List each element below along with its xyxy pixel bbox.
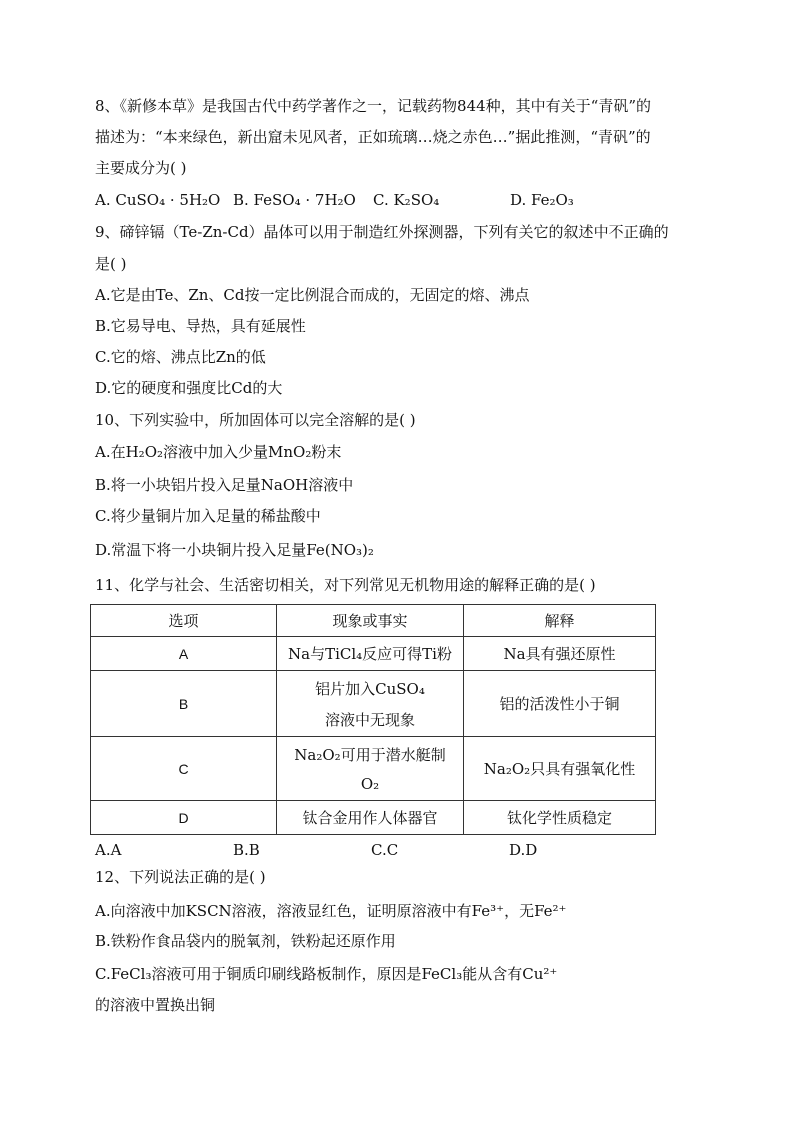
- table-cell-option: C: [91, 737, 277, 801]
- table-cell-explanation: 铝的活泼性小于铜: [464, 671, 656, 737]
- q12-option-b: B.铁粉作食品袋内的脱氧剂，铁粉起还原作用: [95, 932, 396, 950]
- table-cell-fact: 钛合金用作人体器官: [277, 801, 464, 835]
- table-cell-fact-line1: Na₂O₂可用于潜水艇制: [294, 746, 446, 764]
- table-row: [91, 737, 656, 801]
- table-cell-option: A: [91, 637, 277, 671]
- q12-option-a: A.向溶液中加KSCN溶液，溶液显红色，证明原溶液中有Fe³⁺，无Fe²⁺: [95, 902, 567, 920]
- table-row: [91, 637, 656, 671]
- q9-option-b: B.它易导电、导热，具有延展性: [95, 317, 306, 335]
- q11-stem: 11、化学与社会、生活密切相关，对下列常见无机物用途的解释正确的是( ): [95, 576, 596, 594]
- q12-stem: 12、下列说法正确的是( ): [95, 868, 266, 886]
- table-header-row: [91, 605, 656, 637]
- table-cell-fact: Na与TiCl₄反应可得Ti粉: [277, 637, 464, 671]
- table-cell-fact-line1: 铝片加入CuSO₄: [315, 679, 425, 698]
- table-cell-explanation: Na₂O₂只具有强氧化性: [464, 737, 656, 801]
- q9-option-d: D.它的硬度和强度比Cd的大: [95, 379, 283, 397]
- table-cell-fact-line2: O₂: [360, 775, 380, 793]
- q9-option-a: A.它是由Te、Zn、Cd按一定比例混合而成的，无固定的熔、沸点: [95, 286, 530, 304]
- table-header-fact: 现象或事实: [277, 605, 464, 637]
- q10-option-b: B.将一小块铝片投入足量NaOH溶液中: [95, 476, 354, 494]
- q9-stem-line2: 是( ): [95, 255, 127, 273]
- q8-option-d: D. Fe₂O₃: [510, 191, 574, 209]
- q8-option-c: C. K₂SO₄: [373, 191, 440, 209]
- table-cell-fact: [277, 671, 464, 737]
- q8-stem-line1: 8、《新修本草》是我国古代中药学著作之一，记载药物844种，其中有关于“青矾”的: [95, 97, 652, 115]
- table-cell-explanation: 钛化学性质稳定: [464, 801, 656, 835]
- q11-table: [90, 604, 656, 835]
- q8-options: [95, 190, 574, 210]
- q8-option-a: A. CuSO₄ · 5H₂O: [95, 191, 221, 209]
- q11-options: [95, 840, 537, 860]
- table-cell-option: B: [91, 671, 277, 737]
- q9-stem-line1: 9、碲锌镉（Te-Zn-Cd）晶体可以用于制造红外探测器，下列有关它的叙述中不正确的: [95, 223, 669, 241]
- table-header-explanation: 解释: [464, 605, 656, 637]
- table-row: [91, 671, 656, 737]
- q9-option-c: C.它的熔、沸点比Zn的低: [95, 348, 266, 366]
- q11-option-a: A.A: [95, 841, 122, 859]
- q11-option-c: C.C: [371, 841, 399, 859]
- q11-option-d: D.D: [509, 841, 538, 859]
- table-cell-fact-line2: 溶液中无现象: [324, 710, 415, 729]
- q10-stem: 10、下列实验中，所加固体可以完全溶解的是( ): [95, 411, 416, 429]
- q10-option-a: A.在H₂O₂溶液中加入少量MnO₂粉末: [95, 443, 342, 461]
- q10-option-d: D.常温下将一小块铜片投入足量Fe(NO₃)₂: [95, 541, 374, 559]
- q11-option-b: B.B: [233, 841, 260, 859]
- q10-option-c: C.将少量铜片加入足量的稀盐酸中: [95, 507, 321, 525]
- table-cell-option: D: [91, 801, 277, 835]
- table-header-option: 选项: [91, 605, 277, 637]
- table-row: [91, 801, 656, 835]
- q8-option-b: B. FeSO₄ · 7H₂O: [233, 191, 356, 209]
- table-cell-fact: [277, 737, 464, 801]
- table-cell-explanation: Na具有强还原性: [464, 637, 656, 671]
- q12-option-c-line1: C.FeCl₃溶液可用于铜质印刷线路板制作，原因是FeCl₃能从含有Cu²⁺: [95, 965, 558, 983]
- q12-option-c-line2: 的溶液中置换出铜: [95, 996, 216, 1014]
- q8-stem-line3: 主要成分为( ): [95, 159, 187, 177]
- q8-stem-line2: 描述为：“本来绿色，新出窟未见风者，正如琉璃…烧之赤色…”据此推测，“青矾”的: [95, 128, 651, 146]
